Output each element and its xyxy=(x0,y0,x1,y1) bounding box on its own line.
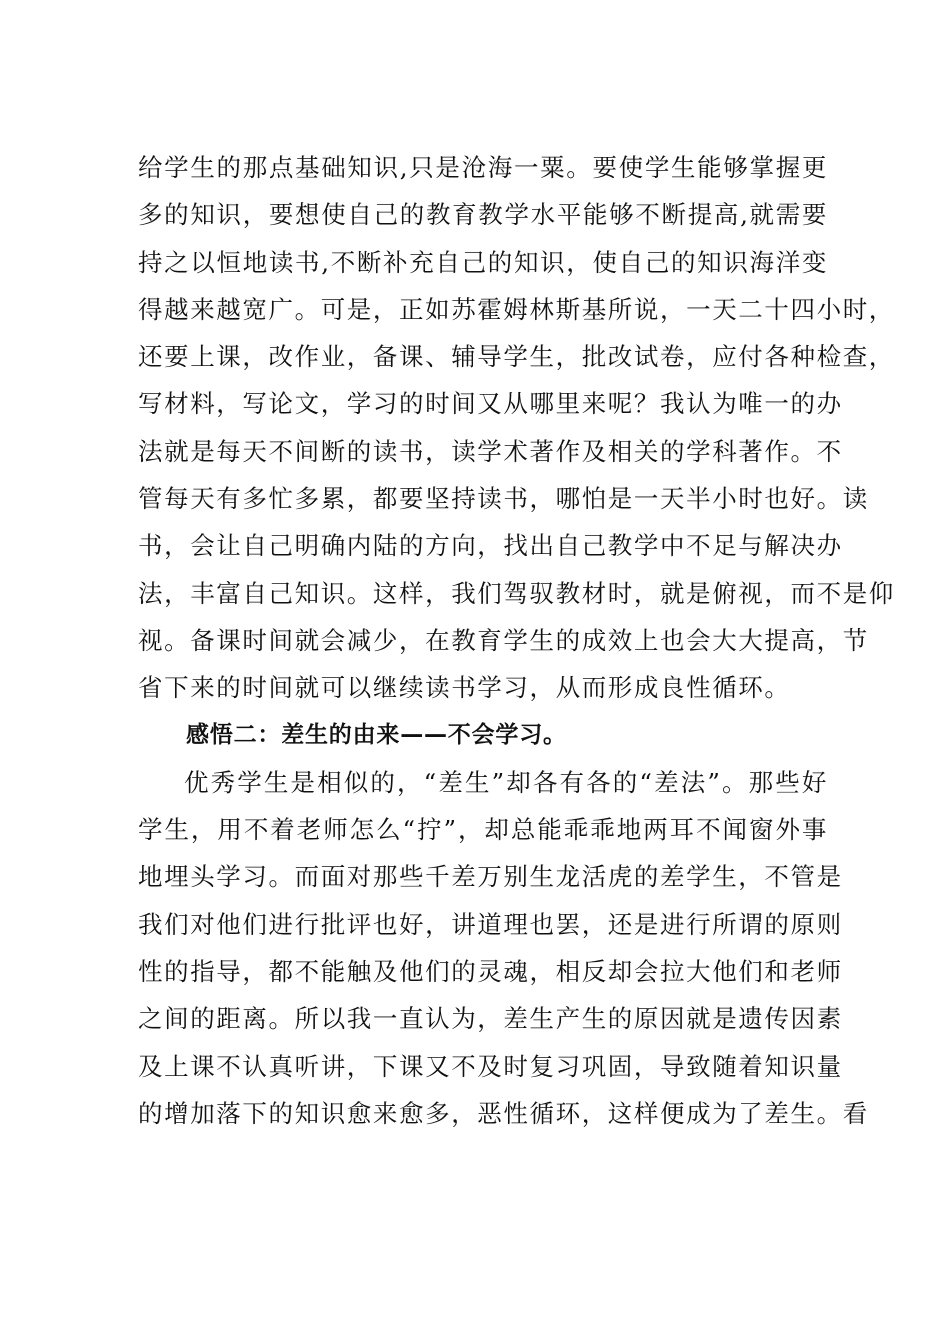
text-line: 我们对他们进行批评也好，讲道理也罢，还是进行所谓的原则 xyxy=(138,909,843,939)
text-line: 写材料，写论文，学习的时间又从哪里来呢？我认为唯一的办 xyxy=(138,389,843,419)
text-line: 性的指导，都不能触及他们的灵魂，相反却会拉大他们和老师 xyxy=(138,957,843,987)
text-line: 省下来的时间就可以继续读书学习，从而形成良性循环。 xyxy=(138,673,791,703)
text-line: 地埋头学习。而面对那些千差万别生龙活虎的差学生，不管是 xyxy=(138,862,843,892)
text-line: 法，丰富自己知识。这样，我们驾驭教材时，就是俯视，而不是仰 xyxy=(138,578,895,608)
paragraph-underachievers xyxy=(138,759,869,1137)
section-heading: 感悟二：差生的由来——不会学习。 xyxy=(186,721,567,748)
text-line: 优秀学生是相似的，“差生”却各有各的“差法”。那些好 xyxy=(184,767,828,797)
text-line: 还要上课，改作业，备课、辅导学生，批改试卷，应付各种检查， xyxy=(138,342,895,372)
text-line: 之间的距离。所以我一直认为，差生产生的原因就是遗传因素 xyxy=(138,1004,843,1034)
text-line: 持之以恒地读书,不断补充自己的知识，使自己的知识海洋变 xyxy=(138,247,828,277)
text-line: 给学生的那点基础知识,只是沧海一粟。要使学生能够掌握更 xyxy=(138,153,828,182)
text-line: 多的知识，要想使自己的教育教学水平能够不断提高,就需要 xyxy=(138,200,828,230)
text-line: 管每天有多忙多累，都要坚持读书，哪怕是一天半小时也好。读 xyxy=(138,484,869,514)
text-line: 视。备课时间就会减少，在教育学生的成效上也会大大提高，节 xyxy=(138,625,869,655)
text-line: 得越来越宽广。可是，正如苏霍姆林斯基所说，一天二十四小时， xyxy=(138,294,895,324)
text-line: 的增加落下的知识愈来愈多，恶性循环，这样便成为了差生。看 xyxy=(138,1098,869,1128)
text-line: 学生，用不着老师怎么“拧”，却总能乖乖地两耳不闻窗外事 xyxy=(138,815,828,845)
text-line: 法就是每天不间断的读书，读学术著作及相关的学科著作。不 xyxy=(138,436,843,466)
text-line: 书，会让自己明确内陆的方向，找出自己教学中不足与解决办 xyxy=(138,531,843,561)
paragraph-reading-habit xyxy=(138,144,895,712)
document-body xyxy=(138,144,895,1137)
text-line: 及上课不认真听讲，下课又不及时复习巩固，导致随着知识量 xyxy=(138,1051,843,1081)
